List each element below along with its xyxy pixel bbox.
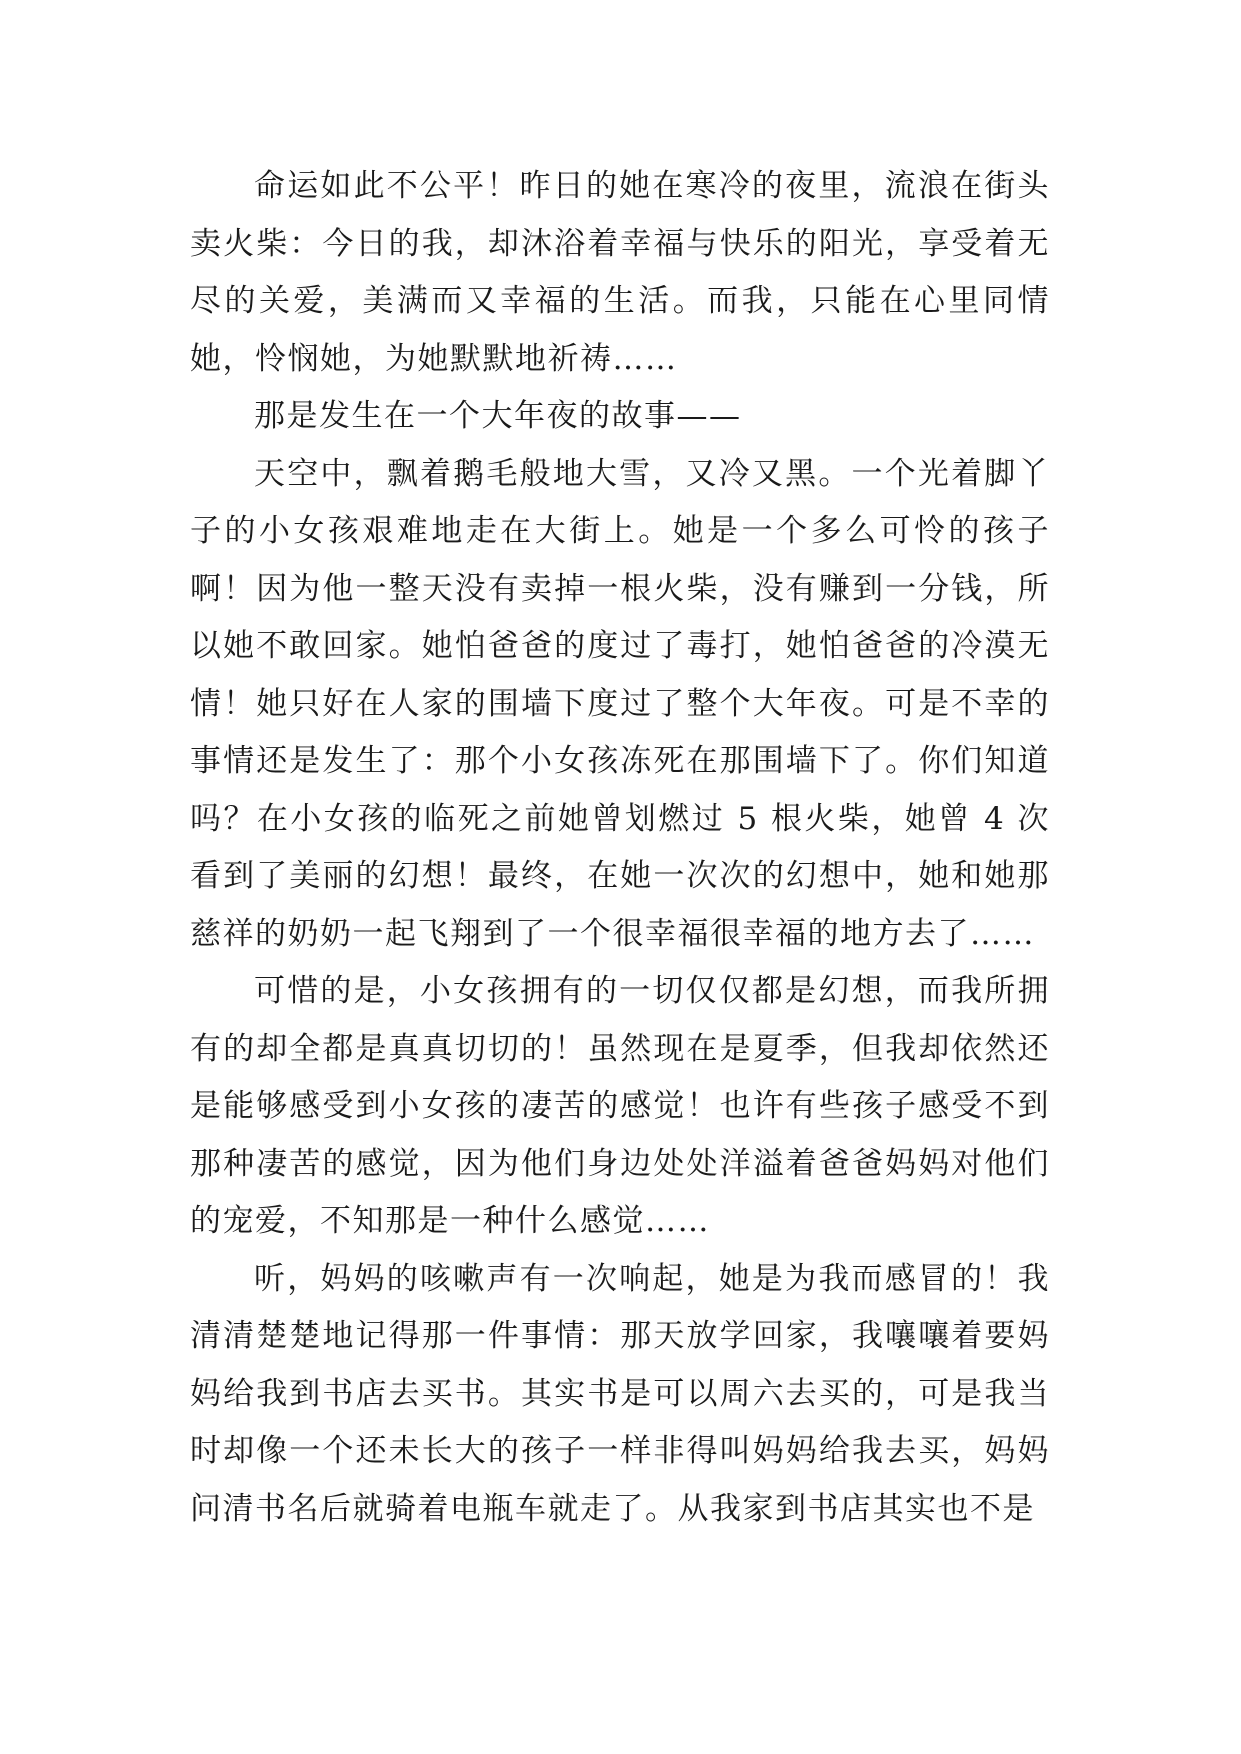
document-body [190,158,1050,1538]
paragraph: 听，妈妈的咳嗽声有一次响起，她是为我而感冒的！我清清楚楚地记得那一件事情：那天放学回家，我嚷嚷着要妈妈给我到书店去买书。其实书是可以周六去买的，可是我当时却像一个还未长大的孩子一样非得叫妈妈给我去买，妈妈问清书名后就骑着电瓶车就走了。从我家到书店其实也不是 [190,1260,1050,1527]
paragraph: 天空中，飘着鹅毛般地大雪，又冷又黑。一个光着脚丫子的小女孩艰难地走在大街上。她是一个多么可怜的孩子啊！因为他一整天没有卖掉一根火柴，没有赚到一分钱，所以她不敢回家。她怕爸爸的度过了毒打，她怕爸爸的冷漠无情！她只好在人家的围墙下度过了整个大年夜。可是不幸的事情还是发生了：那个小女孩冻死在那围墙下了。你们知道吗？在小女孩的临死之前她曾划燃过 5 根火柴，她曾 4 次看到了美丽的幻想！最终，在她一次次的幻想中，她和她那慈祥的奶奶一起飞翔到了一个很幸福很幸福的地方去了…… [190,455,1050,952]
paragraph: 那是发生在一个大年夜的故事—— [254,398,742,434]
paragraph: 可惜的是，小女孩拥有的一切仅仅都是幻想，而我所拥有的却全都是真真切切的！虽然现在是夏季，但我却依然还是能够感受到小女孩的凄苦的感觉！也许有些孩子感受不到那种凄苦的感觉，因为他们身边处处洋溢着爸爸妈妈对他们的宠爱，不知那是一种什么感觉…… [190,973,1050,1239]
paragraph: 命运如此不公平！昨日的她在寒冷的夜里，流浪在街头卖火柴：今日的我，却沐浴着幸福与快乐的阳光，享受着无尽的关爱，美满而又幸福的生活。而我，只能在心里同情她，怜悯她，为她默默地祈祷…… [190,168,1050,377]
